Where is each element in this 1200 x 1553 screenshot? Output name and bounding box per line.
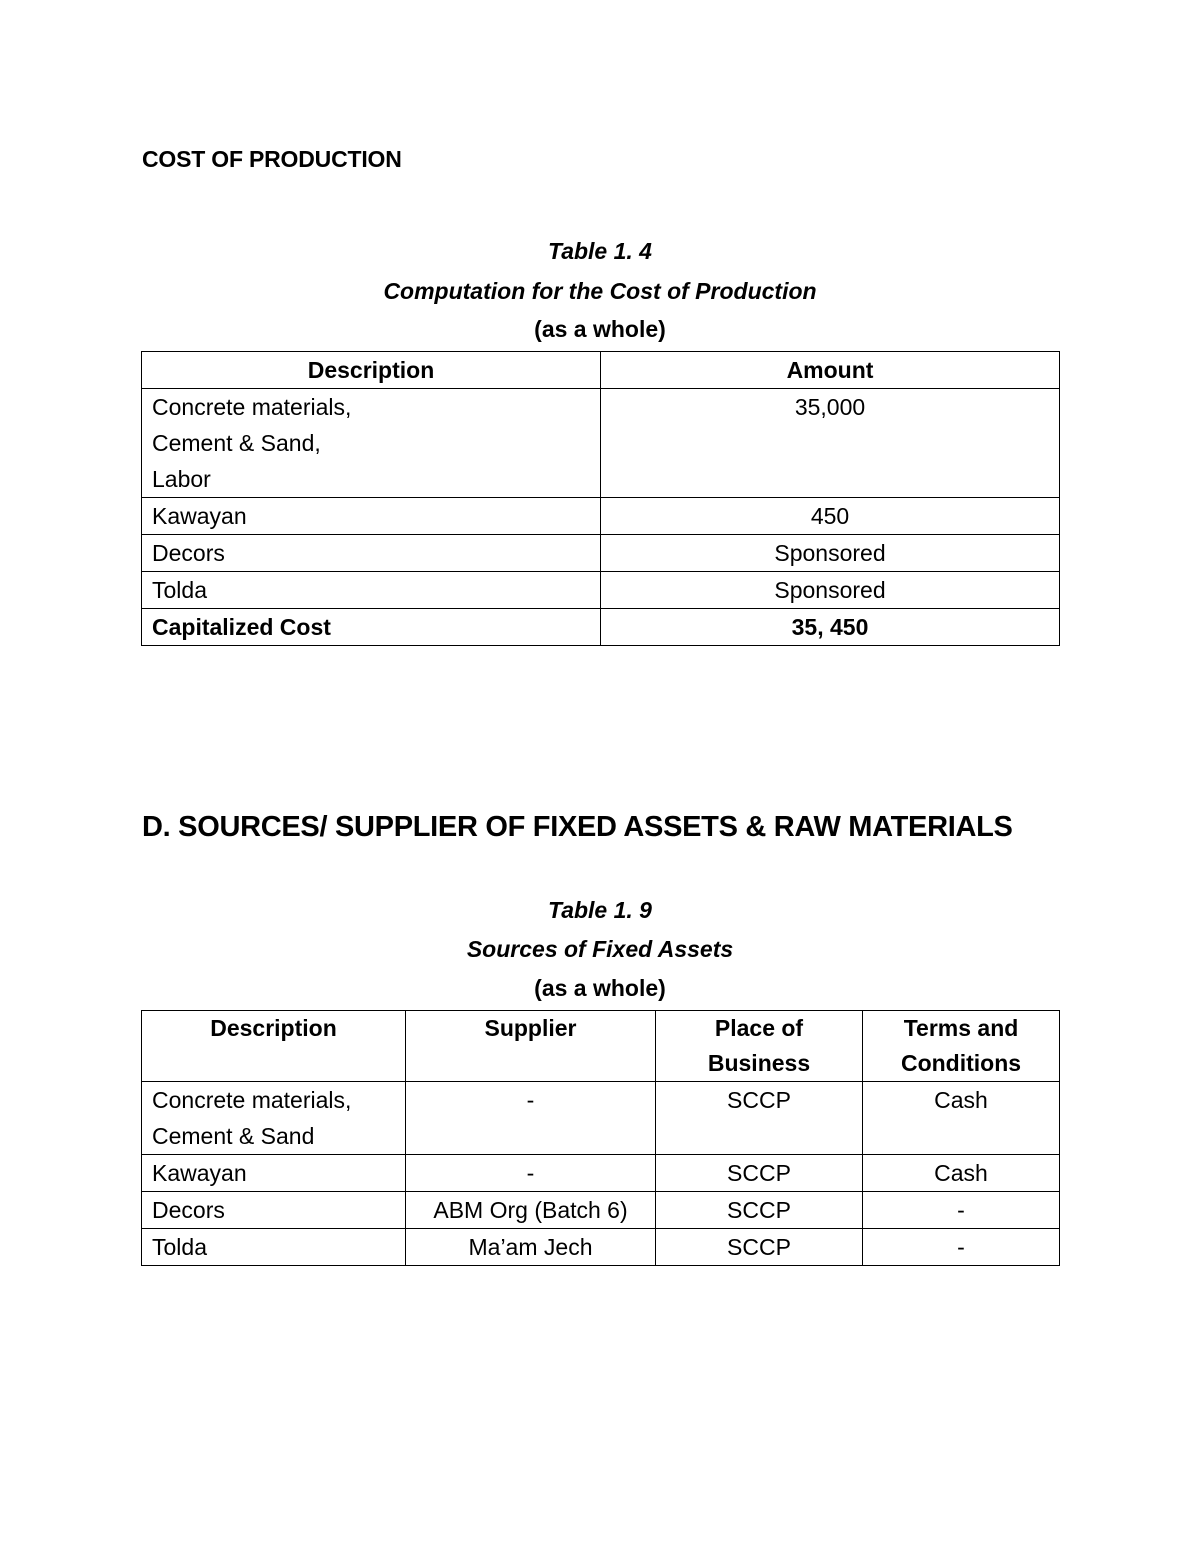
row-supplier: - — [406, 1082, 656, 1155]
row-terms: - — [863, 1229, 1060, 1266]
table-row — [142, 1082, 1060, 1155]
table-header-row — [142, 1011, 1060, 1082]
row-description: Decors — [142, 535, 601, 572]
row-place: SCCP — [656, 1155, 863, 1192]
row-amount: 35,000 — [601, 389, 1060, 498]
section-d-title: D. SOURCES/ SUPPLIER OF FIXED ASSETS & RAW MATERIALS — [142, 811, 1013, 843]
table-row — [142, 498, 1060, 535]
column-header-description: Description — [142, 352, 601, 389]
row-place: SCCP — [656, 1192, 863, 1229]
table-row — [142, 1229, 1060, 1266]
table-header-row — [142, 352, 1060, 389]
row-amount: Sponsored — [601, 535, 1060, 572]
table-total-row — [142, 609, 1060, 646]
table2-caption-title: Sources of Fixed Assets — [466, 936, 734, 962]
table2-caption-scope: (as a whole) — [534, 975, 666, 1001]
total-amount: 35, 450 — [601, 609, 1060, 646]
row-place: SCCP — [656, 1229, 863, 1266]
column-header-amount: Amount — [601, 352, 1060, 389]
column-header-terms-and-conditions: Terms and Conditions — [863, 1011, 1060, 1082]
row-description: Kawayan — [142, 498, 601, 535]
row-description: Concrete materials, Cement & Sand, Labor — [142, 389, 601, 498]
row-description: Tolda — [142, 1229, 406, 1266]
column-header-place-of-business: Place of Business — [656, 1011, 863, 1082]
row-terms: - — [863, 1192, 1060, 1229]
table1-caption-title: Computation for the Cost of Production — [383, 278, 817, 304]
table-row — [142, 1155, 1060, 1192]
row-terms: Cash — [863, 1155, 1060, 1192]
row-supplier: - — [406, 1155, 656, 1192]
row-description: Decors — [142, 1192, 406, 1229]
sources-of-fixed-assets-table — [141, 1010, 1060, 1266]
cost-of-production-table — [141, 351, 1060, 646]
row-amount: Sponsored — [601, 572, 1060, 609]
section-title: COST OF PRODUCTION — [142, 146, 402, 172]
column-header-supplier: Supplier — [406, 1011, 656, 1082]
table-row — [142, 1192, 1060, 1229]
row-terms: Cash — [863, 1082, 1060, 1155]
table1-caption-number: Table 1. 4 — [548, 238, 652, 264]
row-supplier: Ma’am Jech — [406, 1229, 656, 1266]
row-description: Tolda — [142, 572, 601, 609]
table-row — [142, 572, 1060, 609]
table-row — [142, 535, 1060, 572]
row-supplier: ABM Org (Batch 6) — [406, 1192, 656, 1229]
column-header-description: Description — [142, 1011, 406, 1082]
table2-caption-number: Table 1. 9 — [548, 897, 652, 923]
row-place: SCCP — [656, 1082, 863, 1155]
row-description: Concrete materials, Cement & Sand — [142, 1082, 406, 1155]
total-description: Capitalized Cost — [142, 609, 601, 646]
table1-caption-scope: (as a whole) — [534, 316, 666, 342]
row-amount: 450 — [601, 498, 1060, 535]
table-row — [142, 389, 1060, 498]
row-description: Kawayan — [142, 1155, 406, 1192]
